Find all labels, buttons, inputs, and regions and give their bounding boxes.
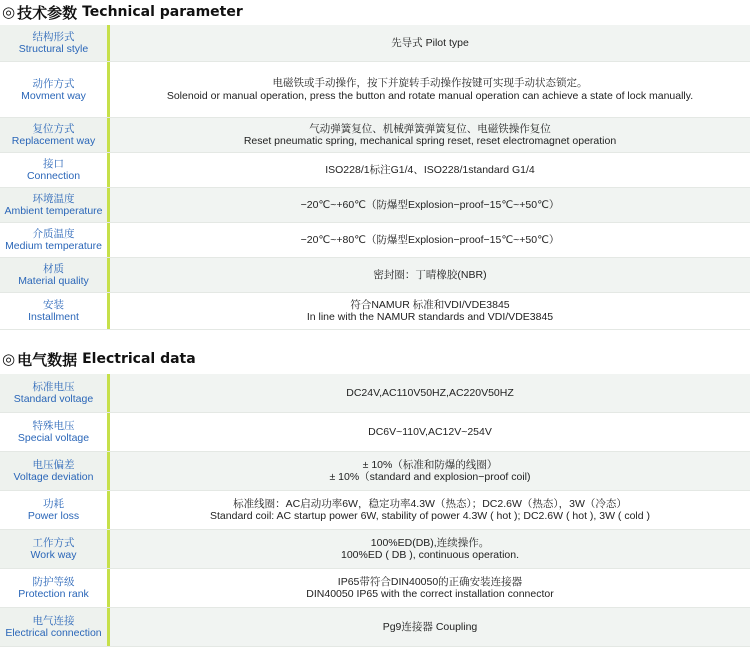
row-label bbox=[0, 258, 110, 292]
row-value bbox=[110, 530, 750, 568]
table-row bbox=[0, 569, 750, 608]
row-label-cn: 标准电压 bbox=[32, 381, 75, 393]
row-label-en: Standard voltage bbox=[13, 393, 94, 405]
row-label-cn: 接口 bbox=[43, 158, 64, 170]
row-label-cn: 特殊电压 bbox=[32, 420, 75, 432]
row-value-line-1: ± 10%（标准和防爆的线圈） bbox=[362, 458, 498, 471]
row-label-cn: 工作方式 bbox=[32, 537, 75, 549]
row-label-cn: 材质 bbox=[43, 263, 64, 275]
row-label-en: Protection rank bbox=[18, 588, 89, 600]
row-label-en: Connection bbox=[26, 170, 81, 182]
row-value-line-2: DIN40050 IP65 with the correct installation connector bbox=[306, 588, 554, 600]
row-label bbox=[0, 413, 110, 451]
electrical-title-en: Electrical data bbox=[82, 351, 196, 367]
row-label-cn: 环境温度 bbox=[32, 193, 75, 205]
row-value bbox=[110, 258, 750, 292]
row-label-en: Movment way bbox=[21, 89, 86, 102]
row-label bbox=[0, 118, 110, 152]
row-value-line-1: 标准线圈：AC启动功率6W，稳定功率4.3W（热态）；DC2.6W（热态），3W（冷态） bbox=[233, 497, 627, 510]
row-value bbox=[110, 25, 750, 61]
row-label bbox=[0, 452, 110, 490]
row-value-line-1: ISO228/1标注G1/4、ISO228/1standard G1/4 bbox=[325, 163, 535, 176]
row-label-cn: 安装 bbox=[43, 299, 64, 311]
row-label bbox=[0, 293, 110, 329]
row-value-line-1: DC6V~110V,AC12V~254V bbox=[368, 425, 492, 438]
row-value-line-1: IP65带符合DIN40050的正确安装连接器 bbox=[337, 575, 523, 588]
row-value-line-1: 密封圈：丁晴橡胶(NBR) bbox=[373, 268, 487, 281]
row-value-line-2: Standard coil: AC startup power 6W, stability of power 4.3W ( hot ); DC2.6W ( hot ), 3W ( cold ) bbox=[210, 510, 650, 522]
section-bullet-icon: ◎ bbox=[2, 3, 16, 21]
row-value-line-2: Reset pneumatic spring, mechanical spring reset, reset electromagnet operation bbox=[243, 135, 617, 147]
row-label bbox=[0, 153, 110, 187]
table-row bbox=[0, 452, 750, 491]
row-label bbox=[0, 62, 110, 117]
row-value bbox=[110, 153, 750, 187]
row-value bbox=[110, 413, 750, 451]
row-label-en: Power loss bbox=[27, 510, 80, 522]
row-label-cn: 介质温度 bbox=[32, 228, 75, 240]
row-value-line-1: 100%ED(DB),连续操作。 bbox=[370, 536, 490, 549]
table-row bbox=[0, 118, 750, 153]
row-label bbox=[0, 608, 110, 646]
row-value bbox=[110, 452, 750, 490]
row-value bbox=[110, 188, 750, 222]
table-row bbox=[0, 188, 750, 223]
row-value-line-1: 气动弹簧复位、机械弹簧弹簧复位、电磁铁操作复位 bbox=[309, 122, 551, 135]
row-value-line-1: 符合NAMUR 标准和VDI/VDE3845 bbox=[350, 298, 510, 311]
row-value bbox=[110, 223, 750, 257]
electrical-data-table bbox=[0, 374, 750, 647]
row-label bbox=[0, 374, 110, 412]
table-row bbox=[0, 413, 750, 452]
table-row bbox=[0, 491, 750, 530]
row-label bbox=[0, 530, 110, 568]
row-value bbox=[110, 491, 750, 529]
electrical-section-title bbox=[2, 347, 196, 371]
table-row bbox=[0, 374, 750, 413]
row-value bbox=[110, 62, 750, 117]
row-value-line-1: DC24V,AC110V50HZ,AC220V50HZ bbox=[346, 386, 514, 399]
row-label-en: Installment bbox=[28, 311, 79, 323]
section-bullet-icon: ◎ bbox=[2, 350, 16, 368]
electrical-title-cn: 电气数据 bbox=[17, 350, 78, 369]
row-label-en: Special voltage bbox=[17, 432, 90, 444]
row-label-en: Voltage deviation bbox=[13, 471, 94, 483]
row-label bbox=[0, 491, 110, 529]
table-row bbox=[0, 608, 750, 647]
row-value-line-1: 先导式 Pilot type bbox=[391, 36, 469, 49]
table-row bbox=[0, 530, 750, 569]
row-value bbox=[110, 374, 750, 412]
row-value-line-2: ± 10%（standard and explosion−proof coil) bbox=[329, 471, 531, 483]
row-value-line-1: 电磁铁或手动操作，按下并旋转手动操作按键可实现手动状态锁定。 bbox=[272, 77, 588, 89]
row-label-cn: 防护等级 bbox=[32, 576, 75, 588]
row-label-cn: 功耗 bbox=[43, 498, 64, 510]
row-value bbox=[110, 118, 750, 152]
row-label-cn: 复位方式 bbox=[32, 123, 75, 135]
row-label-en: Replacement way bbox=[11, 135, 96, 147]
row-value-line-1: −20℃~+60℃（防爆型Explosion−proof−15℃~+50℃） bbox=[300, 198, 560, 211]
row-label-en: Medium temperature bbox=[5, 240, 102, 252]
table-row bbox=[0, 258, 750, 293]
row-value bbox=[110, 293, 750, 329]
row-label-en: Electrical connection bbox=[5, 627, 102, 639]
row-label bbox=[0, 25, 110, 61]
table-row bbox=[0, 223, 750, 258]
row-value-line-2: Solenoid or manual operation, press the button and rotate manual operation can achieve a state of lock manually. bbox=[166, 89, 694, 102]
row-value-line-1: Pg9连接器 Coupling bbox=[382, 620, 478, 633]
row-label bbox=[0, 223, 110, 257]
row-value-line-2: In line with the NAMUR standards and VDI/VDE3845 bbox=[306, 311, 554, 323]
table-row bbox=[0, 62, 750, 118]
row-label-en: Structural style bbox=[18, 43, 89, 55]
row-label-en: Ambient temperature bbox=[4, 205, 103, 217]
row-value bbox=[110, 569, 750, 607]
row-label-en: Work way bbox=[30, 549, 77, 561]
row-value-line-1: −20℃~+80℃（防爆型Explosion−proof−15℃~+50℃） bbox=[300, 233, 560, 246]
row-value-line-2: 100%ED ( DB ), continuous operation. bbox=[340, 549, 519, 561]
table-row bbox=[0, 153, 750, 188]
row-label bbox=[0, 188, 110, 222]
table-row bbox=[0, 293, 750, 330]
row-label bbox=[0, 569, 110, 607]
technical-section-title bbox=[2, 0, 243, 24]
technical-title-en: Technical parameter bbox=[82, 4, 243, 20]
row-value bbox=[110, 608, 750, 646]
row-label-en: Material quality bbox=[18, 275, 89, 287]
table-row bbox=[0, 25, 750, 62]
technical-title-cn: 技术参数 bbox=[17, 3, 78, 22]
row-label-cn: 结构形式 bbox=[32, 31, 75, 43]
row-label-cn: 动作方式 bbox=[32, 77, 75, 90]
technical-parameter-table bbox=[0, 25, 750, 330]
row-label-cn: 电压偏差 bbox=[32, 459, 75, 471]
row-label-cn: 电气连接 bbox=[32, 615, 75, 627]
